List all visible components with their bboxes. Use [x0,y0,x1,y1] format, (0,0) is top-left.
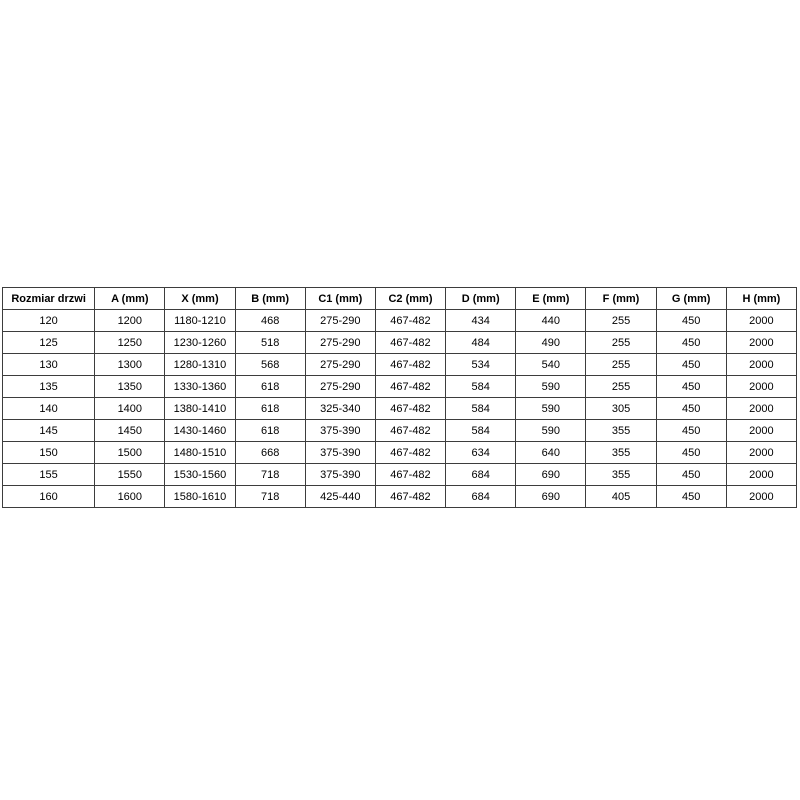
column-header: X (mm) [165,288,235,310]
table-cell: 355 [586,420,656,442]
table-cell: 355 [586,442,656,464]
table-cell: 484 [446,332,516,354]
table-cell: 305 [586,398,656,420]
table-cell: 425-440 [305,486,375,508]
table-cell: 1530-1560 [165,464,235,486]
table-cell: 568 [235,354,305,376]
table-cell: 467-482 [375,310,445,332]
table-cell: 255 [586,332,656,354]
table-cell: 1300 [95,354,165,376]
table-cell: 120 [3,310,95,332]
table-cell: 1400 [95,398,165,420]
table-cell: 490 [516,332,586,354]
table-cell: 275-290 [305,310,375,332]
table-cell: 440 [516,310,586,332]
table-cell: 255 [586,310,656,332]
table-cell: 2000 [726,464,796,486]
door-dimensions-table [2,287,797,508]
table-cell: 590 [516,398,586,420]
table-cell: 467-482 [375,332,445,354]
table-row [3,420,797,442]
table-cell: 275-290 [305,376,375,398]
table-cell: 140 [3,398,95,420]
column-header: H (mm) [726,288,796,310]
table-cell: 467-482 [375,354,445,376]
table-cell: 130 [3,354,95,376]
table-cell: 450 [656,486,726,508]
table-cell: 2000 [726,332,796,354]
table-cell: 1380-1410 [165,398,235,420]
table-cell: 1230-1260 [165,332,235,354]
table-cell: 375-390 [305,420,375,442]
table-cell: 375-390 [305,442,375,464]
table-cell: 450 [656,398,726,420]
table-cell: 325-340 [305,398,375,420]
table-cell: 1500 [95,442,165,464]
table-cell: 618 [235,398,305,420]
table-cell: 467-482 [375,442,445,464]
table-cell: 125 [3,332,95,354]
table-cell: 135 [3,376,95,398]
table-cell: 584 [446,398,516,420]
table-cell: 375-390 [305,464,375,486]
table-cell: 355 [586,464,656,486]
table-cell: 1250 [95,332,165,354]
table-cell: 534 [446,354,516,376]
table-cell: 275-290 [305,354,375,376]
table-row [3,464,797,486]
table-cell: 718 [235,464,305,486]
table-cell: 718 [235,486,305,508]
door-dimensions-table-container [2,287,797,508]
table-cell: 450 [656,442,726,464]
table-cell: 690 [516,464,586,486]
table-cell: 1430-1460 [165,420,235,442]
table-cell: 1600 [95,486,165,508]
table-cell: 467-482 [375,398,445,420]
table-cell: 467-482 [375,464,445,486]
column-header: C2 (mm) [375,288,445,310]
table-cell: 1580-1610 [165,486,235,508]
table-cell: 590 [516,420,586,442]
table-cell: 155 [3,464,95,486]
table-cell: 468 [235,310,305,332]
table-cell: 450 [656,354,726,376]
table-cell: 1480-1510 [165,442,235,464]
table-cell: 584 [446,420,516,442]
table-cell: 1450 [95,420,165,442]
table-row [3,442,797,464]
table-cell: 618 [235,420,305,442]
table-cell: 450 [656,376,726,398]
table-cell: 1550 [95,464,165,486]
table-row [3,398,797,420]
table-row [3,376,797,398]
table-cell: 450 [656,464,726,486]
column-header: E (mm) [516,288,586,310]
table-cell: 684 [446,486,516,508]
table-cell: 467-482 [375,420,445,442]
table-cell: 684 [446,464,516,486]
column-header: Rozmiar drzwi [3,288,95,310]
table-cell: 434 [446,310,516,332]
table-cell: 1350 [95,376,165,398]
table-cell: 2000 [726,354,796,376]
table-cell: 2000 [726,376,796,398]
table-cell: 2000 [726,398,796,420]
table-cell: 450 [656,332,726,354]
table-cell: 255 [586,376,656,398]
table-cell: 2000 [726,486,796,508]
table-cell: 275-290 [305,332,375,354]
table-body [3,310,797,508]
table-cell: 590 [516,376,586,398]
column-header: C1 (mm) [305,288,375,310]
table-cell: 1200 [95,310,165,332]
table-cell: 160 [3,486,95,508]
table-cell: 634 [446,442,516,464]
table-cell: 518 [235,332,305,354]
table-cell: 540 [516,354,586,376]
table-cell: 255 [586,354,656,376]
table-cell: 1330-1360 [165,376,235,398]
table-cell: 467-482 [375,486,445,508]
table-cell: 618 [235,376,305,398]
table-cell: 450 [656,420,726,442]
table-row [3,486,797,508]
table-cell: 467-482 [375,376,445,398]
table-row [3,354,797,376]
table-row [3,332,797,354]
table-cell: 145 [3,420,95,442]
column-header: G (mm) [656,288,726,310]
table-header-row [3,288,797,310]
table-cell: 690 [516,486,586,508]
table-cell: 668 [235,442,305,464]
column-header: D (mm) [446,288,516,310]
column-header: F (mm) [586,288,656,310]
table-row [3,310,797,332]
column-header: A (mm) [95,288,165,310]
table-cell: 640 [516,442,586,464]
table-cell: 2000 [726,442,796,464]
table-cell: 150 [3,442,95,464]
table-cell: 405 [586,486,656,508]
table-cell: 1280-1310 [165,354,235,376]
table-cell: 2000 [726,420,796,442]
table-cell: 1180-1210 [165,310,235,332]
table-cell: 450 [656,310,726,332]
table-cell: 2000 [726,310,796,332]
column-header: B (mm) [235,288,305,310]
table-cell: 584 [446,376,516,398]
